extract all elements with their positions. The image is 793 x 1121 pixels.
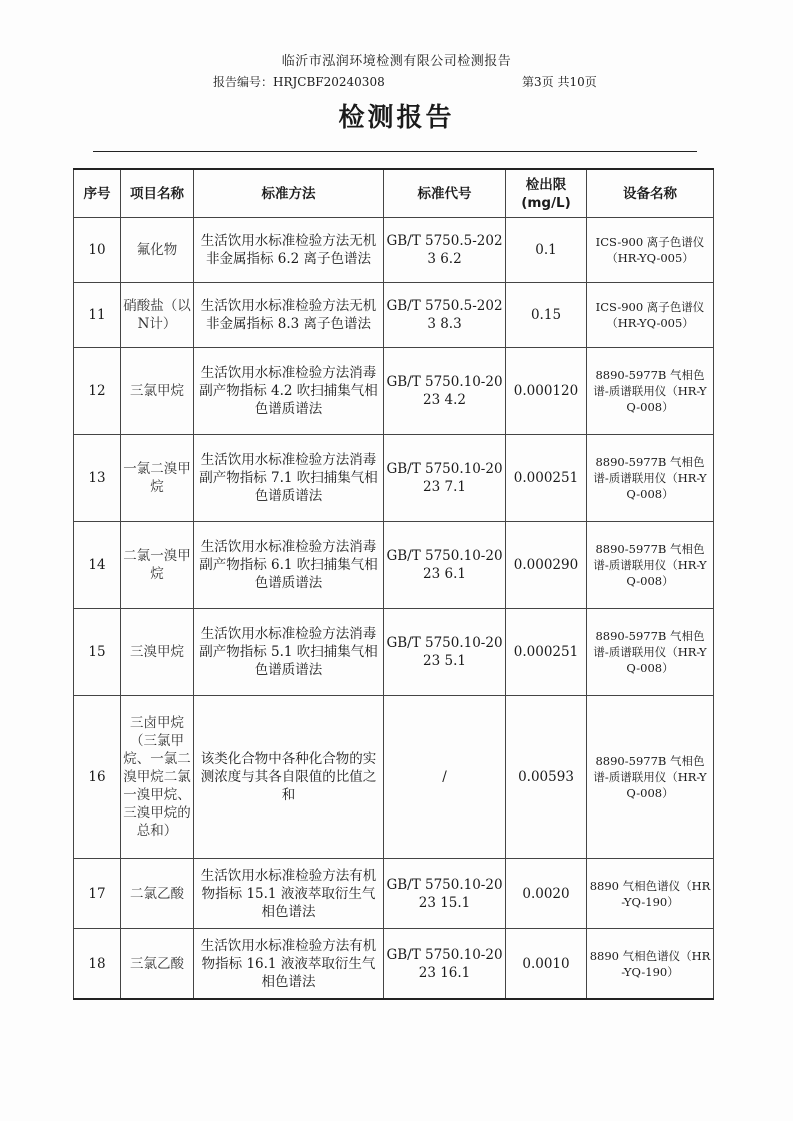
table-header-row: [74, 169, 714, 218]
title-divider: [93, 151, 697, 152]
cell-no: 14: [74, 522, 121, 609]
cell-item: 二氯一溴甲烷: [121, 522, 194, 609]
col-header-code: 标准代号: [384, 169, 506, 218]
table-row: [74, 522, 714, 609]
table-row: [74, 283, 714, 348]
cell-method: 该类化合物中各种化合物的实测浓度与其各自限值的比值之和: [194, 696, 384, 859]
cell-item: 三溴甲烷: [121, 609, 194, 696]
cell-limit: 0.0020: [506, 859, 587, 929]
col-header-method: 标准方法: [194, 169, 384, 218]
company-report-line: 临沂市泓润环境检测有限公司检测报告: [281, 54, 512, 69]
cell-limit: 0.000120: [506, 348, 587, 435]
cell-code: /: [384, 696, 506, 859]
page-title: 检测报告: [338, 103, 455, 133]
cell-no: 16: [74, 696, 121, 859]
col-header-no: 序号: [74, 169, 121, 218]
cell-no: 17: [74, 859, 121, 929]
col-header-device: 设备名称: [587, 169, 714, 218]
table-row: [74, 696, 714, 859]
table-row: [74, 348, 714, 435]
cell-method: 生活饮用水标准检验方法无机非金属指标 6.2 离子色谱法: [194, 218, 384, 283]
cell-device: 8890 气相色谱仪（HR-YQ-190）: [587, 929, 714, 1000]
col-header-limit: 检出限 (mg/L): [506, 169, 587, 218]
detection-methods-table: [73, 168, 714, 1000]
cell-no: 10: [74, 218, 121, 283]
cell-device: ICS-900 离子色谱仪（HR-YQ-005）: [587, 218, 714, 283]
cell-method: 生活饮用水标准检验方法消毒副产物指标 6.1 吹扫捕集气相色谱质谱法: [194, 522, 384, 609]
cell-limit: 0.000290: [506, 522, 587, 609]
cell-no: 11: [74, 283, 121, 348]
table-row: [74, 609, 714, 696]
cell-item: 一氯二溴甲烷: [121, 435, 194, 522]
cell-method: 生活饮用水标准检验方法消毒副产物指标 7.1 吹扫捕集气相色谱质谱法: [194, 435, 384, 522]
cell-code: GB/T 5750.10-2023 16.1: [384, 929, 506, 1000]
cell-method: 生活饮用水标准检验方法消毒副产物指标 5.1 吹扫捕集气相色谱质谱法: [194, 609, 384, 696]
cell-item: 硝酸盐（以N计）: [121, 283, 194, 348]
cell-device: 8890-5977B 气相色谱-质谱联用仪（HR-YQ-008）: [587, 609, 714, 696]
cell-code: GB/T 5750.10-2023 4.2: [384, 348, 506, 435]
cell-method: 生活饮用水标准检验方法有机物指标 15.1 液液萃取衍生气相色谱法: [194, 859, 384, 929]
cell-item: 氟化物: [121, 218, 194, 283]
cell-no: 13: [74, 435, 121, 522]
cell-item: 三氯乙酸: [121, 929, 194, 1000]
table-row: [74, 435, 714, 522]
cell-method: 生活饮用水标准检验方法消毒副产物指标 4.2 吹扫捕集气相色谱质谱法: [194, 348, 384, 435]
cell-no: 18: [74, 929, 121, 1000]
cell-no: 12: [74, 348, 121, 435]
cell-item: 二氯乙酸: [121, 859, 194, 929]
cell-no: 15: [74, 609, 121, 696]
table-row: [74, 859, 714, 929]
cell-item: 三氯甲烷: [121, 348, 194, 435]
cell-method: 生活饮用水标准检验方法无机非金属指标 8.3 离子色谱法: [194, 283, 384, 348]
cell-device: 8890-5977B 气相色谱-质谱联用仪（HR-YQ-008）: [587, 348, 714, 435]
cell-limit: 0.000251: [506, 609, 587, 696]
cell-code: GB/T 5750.10-2023 5.1: [384, 609, 506, 696]
cell-device: ICS-900 离子色谱仪（HR-YQ-005）: [587, 283, 714, 348]
page-info: 第3页 共10页: [522, 75, 597, 89]
cell-method: 生活饮用水标准检验方法有机物指标 16.1 液液萃取衍生气相色谱法: [194, 929, 384, 1000]
cell-code: GB/T 5750.10-2023 6.1: [384, 522, 506, 609]
cell-code: GB/T 5750.5-2023 6.2: [384, 218, 506, 283]
table-row: [74, 218, 714, 283]
cell-device: 8890-5977B 气相色谱-质谱联用仪（HR-YQ-008）: [587, 435, 714, 522]
report-number: 报告编号：HRJCBF20240308: [213, 75, 385, 89]
cell-device: 8890-5977B 气相色谱-质谱联用仪（HR-YQ-008）: [587, 696, 714, 859]
cell-limit: 0.15: [506, 283, 587, 348]
cell-code: GB/T 5750.10-2023 15.1: [384, 859, 506, 929]
cell-code: GB/T 5750.10-2023 7.1: [384, 435, 506, 522]
cell-limit: 0.000251: [506, 435, 587, 522]
cell-device: 8890-5977B 气相色谱-质谱联用仪（HR-YQ-008）: [587, 522, 714, 609]
cell-limit: 0.00593: [506, 696, 587, 859]
cell-item: 三卤甲烷（三氯甲烷、一氯二溴甲烷二氯一溴甲烷、三溴甲烷的总和）: [121, 696, 194, 859]
table-row: [74, 929, 714, 1000]
cell-limit: 0.0010: [506, 929, 587, 1000]
cell-limit: 0.1: [506, 218, 587, 283]
cell-code: GB/T 5750.5-2023 8.3: [384, 283, 506, 348]
col-header-item: 项目名称: [121, 169, 194, 218]
cell-device: 8890 气相色谱仪（HR-YQ-190）: [587, 859, 714, 929]
